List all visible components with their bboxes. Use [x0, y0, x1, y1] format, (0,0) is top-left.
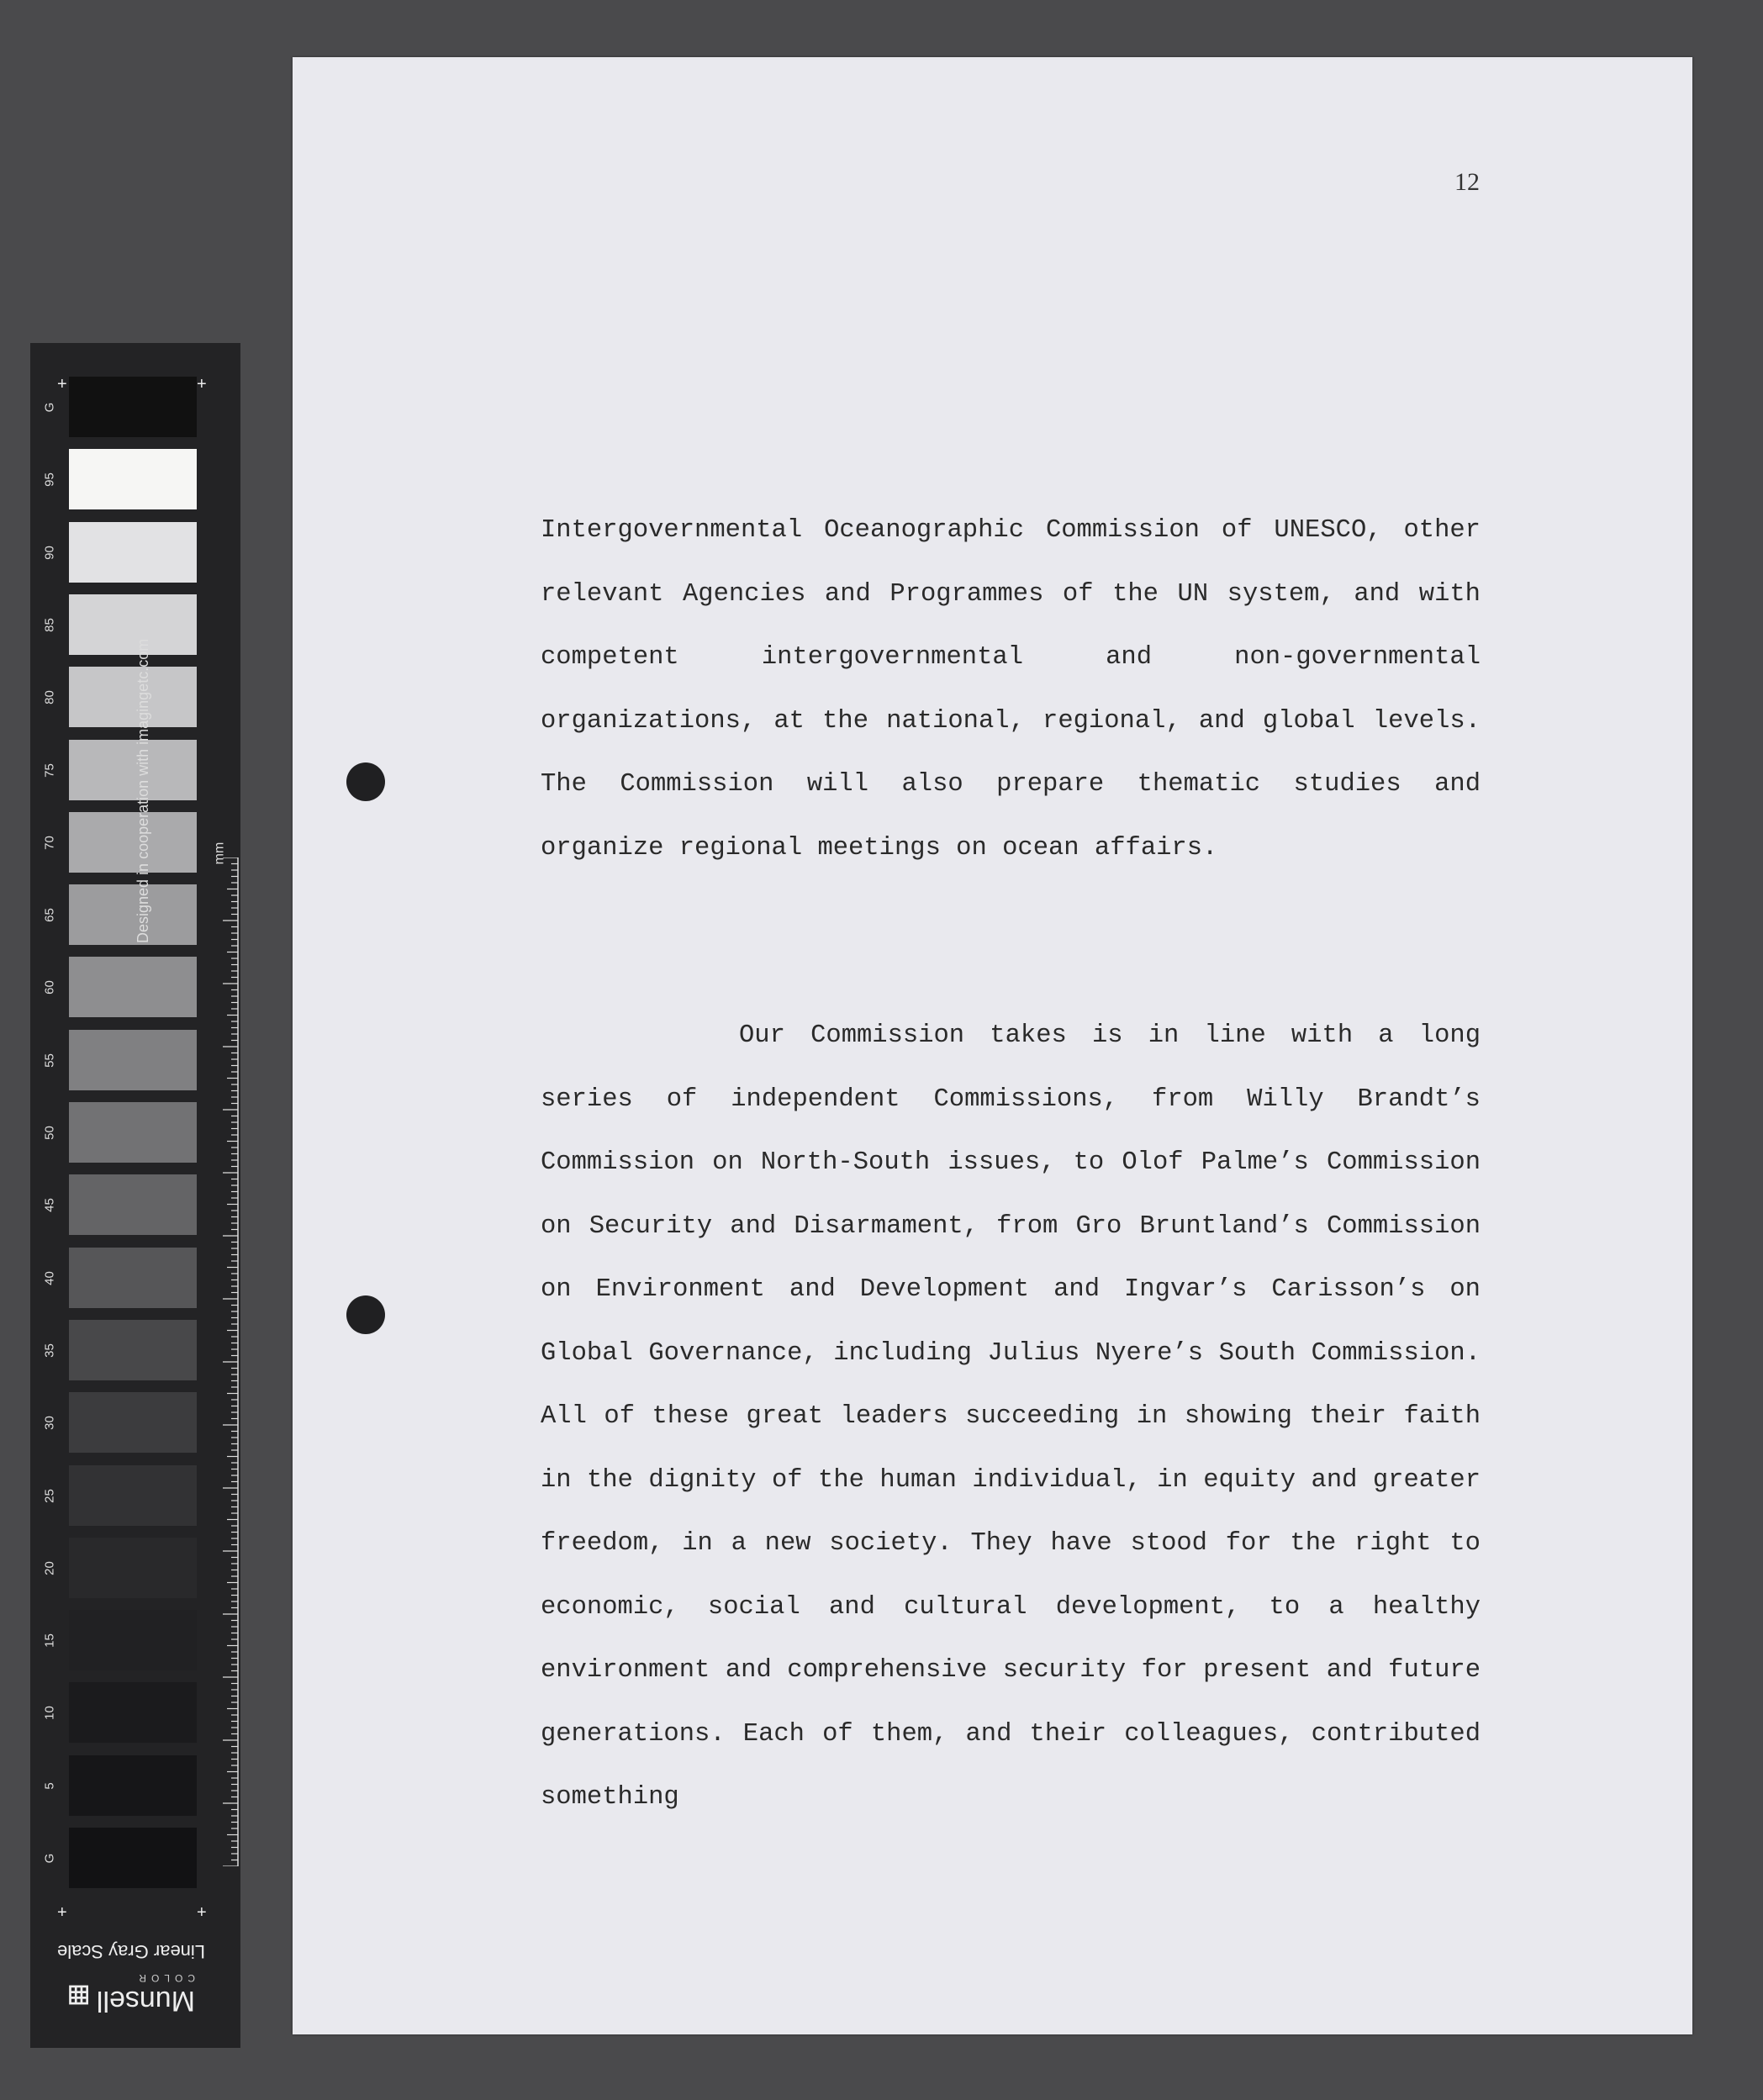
- gray-patch-label: 95: [42, 472, 57, 488]
- gray-patch-label: 55: [42, 1053, 57, 1068]
- gray-patch-label: 90: [42, 545, 57, 560]
- ruler-unit-label: mm: [212, 842, 227, 865]
- punch-hole: [346, 1295, 385, 1334]
- page-number: 12: [1454, 168, 1480, 196]
- mm-ruler: [222, 857, 239, 1866]
- gray-patch: [69, 1174, 197, 1235]
- gray-patch: [69, 1682, 197, 1743]
- brand-sub: COLOR: [134, 1972, 195, 1985]
- gray-patch: [69, 1755, 197, 1816]
- gray-patch-label: 30: [42, 1416, 57, 1431]
- gray-patch-label: 35: [42, 1343, 57, 1358]
- gray-patch: [69, 377, 197, 437]
- gray-patch-label: 60: [42, 980, 57, 995]
- registration-mark: +: [57, 375, 67, 393]
- gray-patch: [69, 957, 197, 1017]
- gray-patch-label: 20: [42, 1560, 57, 1575]
- gray-patch: [69, 1248, 197, 1308]
- card-credit: Designed in cooperation with imagingetc.com: [135, 638, 151, 943]
- gray-patch-label: 45: [42, 1198, 57, 1213]
- paragraph: Our Commission takes is in line with a long series of independent Commissions, from Willy Brandt’s Commission on North-South issues, to Olof Palme’s Commission on Security and Disarmament, from Gro Bruntland’s Commission on Environment and Development and Ingvar’s Carisson’s on Global Governance, including Julius Nyere’s South Commission. All of these great leaders succeeding in showing their faith in the dignity of the human individual, in equity and greater freedom, in a new society. They have stood for the right to economic, social and cultural development, to a healthy environment and comprehensive security for present and future generations. Each of them, and their colleagues, contributed something: [541, 1021, 1481, 1812]
- gray-patch-label: 75: [42, 762, 57, 778]
- gray-patch: [69, 1102, 197, 1163]
- gray-patch-label: 70: [42, 835, 57, 850]
- gray-patch-label: 80: [42, 690, 57, 705]
- gray-patch-label: 65: [42, 908, 57, 922]
- registration-mark: +: [197, 1903, 207, 1922]
- registration-mark: +: [197, 375, 207, 393]
- gray-patch: [69, 812, 197, 873]
- gray-patch: [69, 522, 197, 583]
- gray-patch: [69, 1610, 197, 1670]
- gray-patch: [69, 740, 197, 800]
- munsell-logo-icon: [69, 1981, 88, 2009]
- gray-patch-label: 40: [42, 1270, 57, 1285]
- card-title: Linear Gray Scale: [56, 1941, 206, 1962]
- brand-name: Munsell: [96, 1985, 195, 2018]
- gray-patch: [69, 884, 197, 945]
- gray-patch-label: 5: [42, 1782, 57, 1790]
- punch-hole: [346, 762, 385, 801]
- document-page: [293, 57, 1692, 2034]
- gray-patch: [69, 1828, 197, 1888]
- gray-patch-label: 50: [42, 1126, 57, 1140]
- gray-patch-label: 10: [42, 1706, 57, 1721]
- paragraph: Intergovernmental Oceanographic Commission of UNESCO, other relevant Agencies and Programmes of the UN system, and with competent intergovernmental and non-governmental organizations, at the national, regional, and global levels. The Commission will also prepare thematic studies and organize regional meetings on ocean affairs.: [541, 516, 1481, 863]
- gray-patch-label: 85: [42, 618, 57, 632]
- gray-patch: [69, 1538, 197, 1598]
- gray-patch: [69, 1030, 197, 1090]
- gray-patch-label: G: [42, 1853, 57, 1864]
- gray-patch: [69, 1392, 197, 1453]
- munsell-brand: [69, 1974, 195, 2016]
- gray-patch-label: G: [42, 402, 57, 413]
- gray-patch-label: 25: [42, 1488, 57, 1503]
- gray-patch: [69, 1465, 197, 1526]
- gray-patch: [69, 1320, 197, 1380]
- gray-patch-label: 15: [42, 1633, 57, 1648]
- gray-patch: [69, 594, 197, 655]
- registration-mark: +: [57, 1903, 67, 1922]
- gray-scale-card: [30, 343, 240, 2048]
- gray-patch: [69, 667, 197, 727]
- gray-patch: [69, 449, 197, 509]
